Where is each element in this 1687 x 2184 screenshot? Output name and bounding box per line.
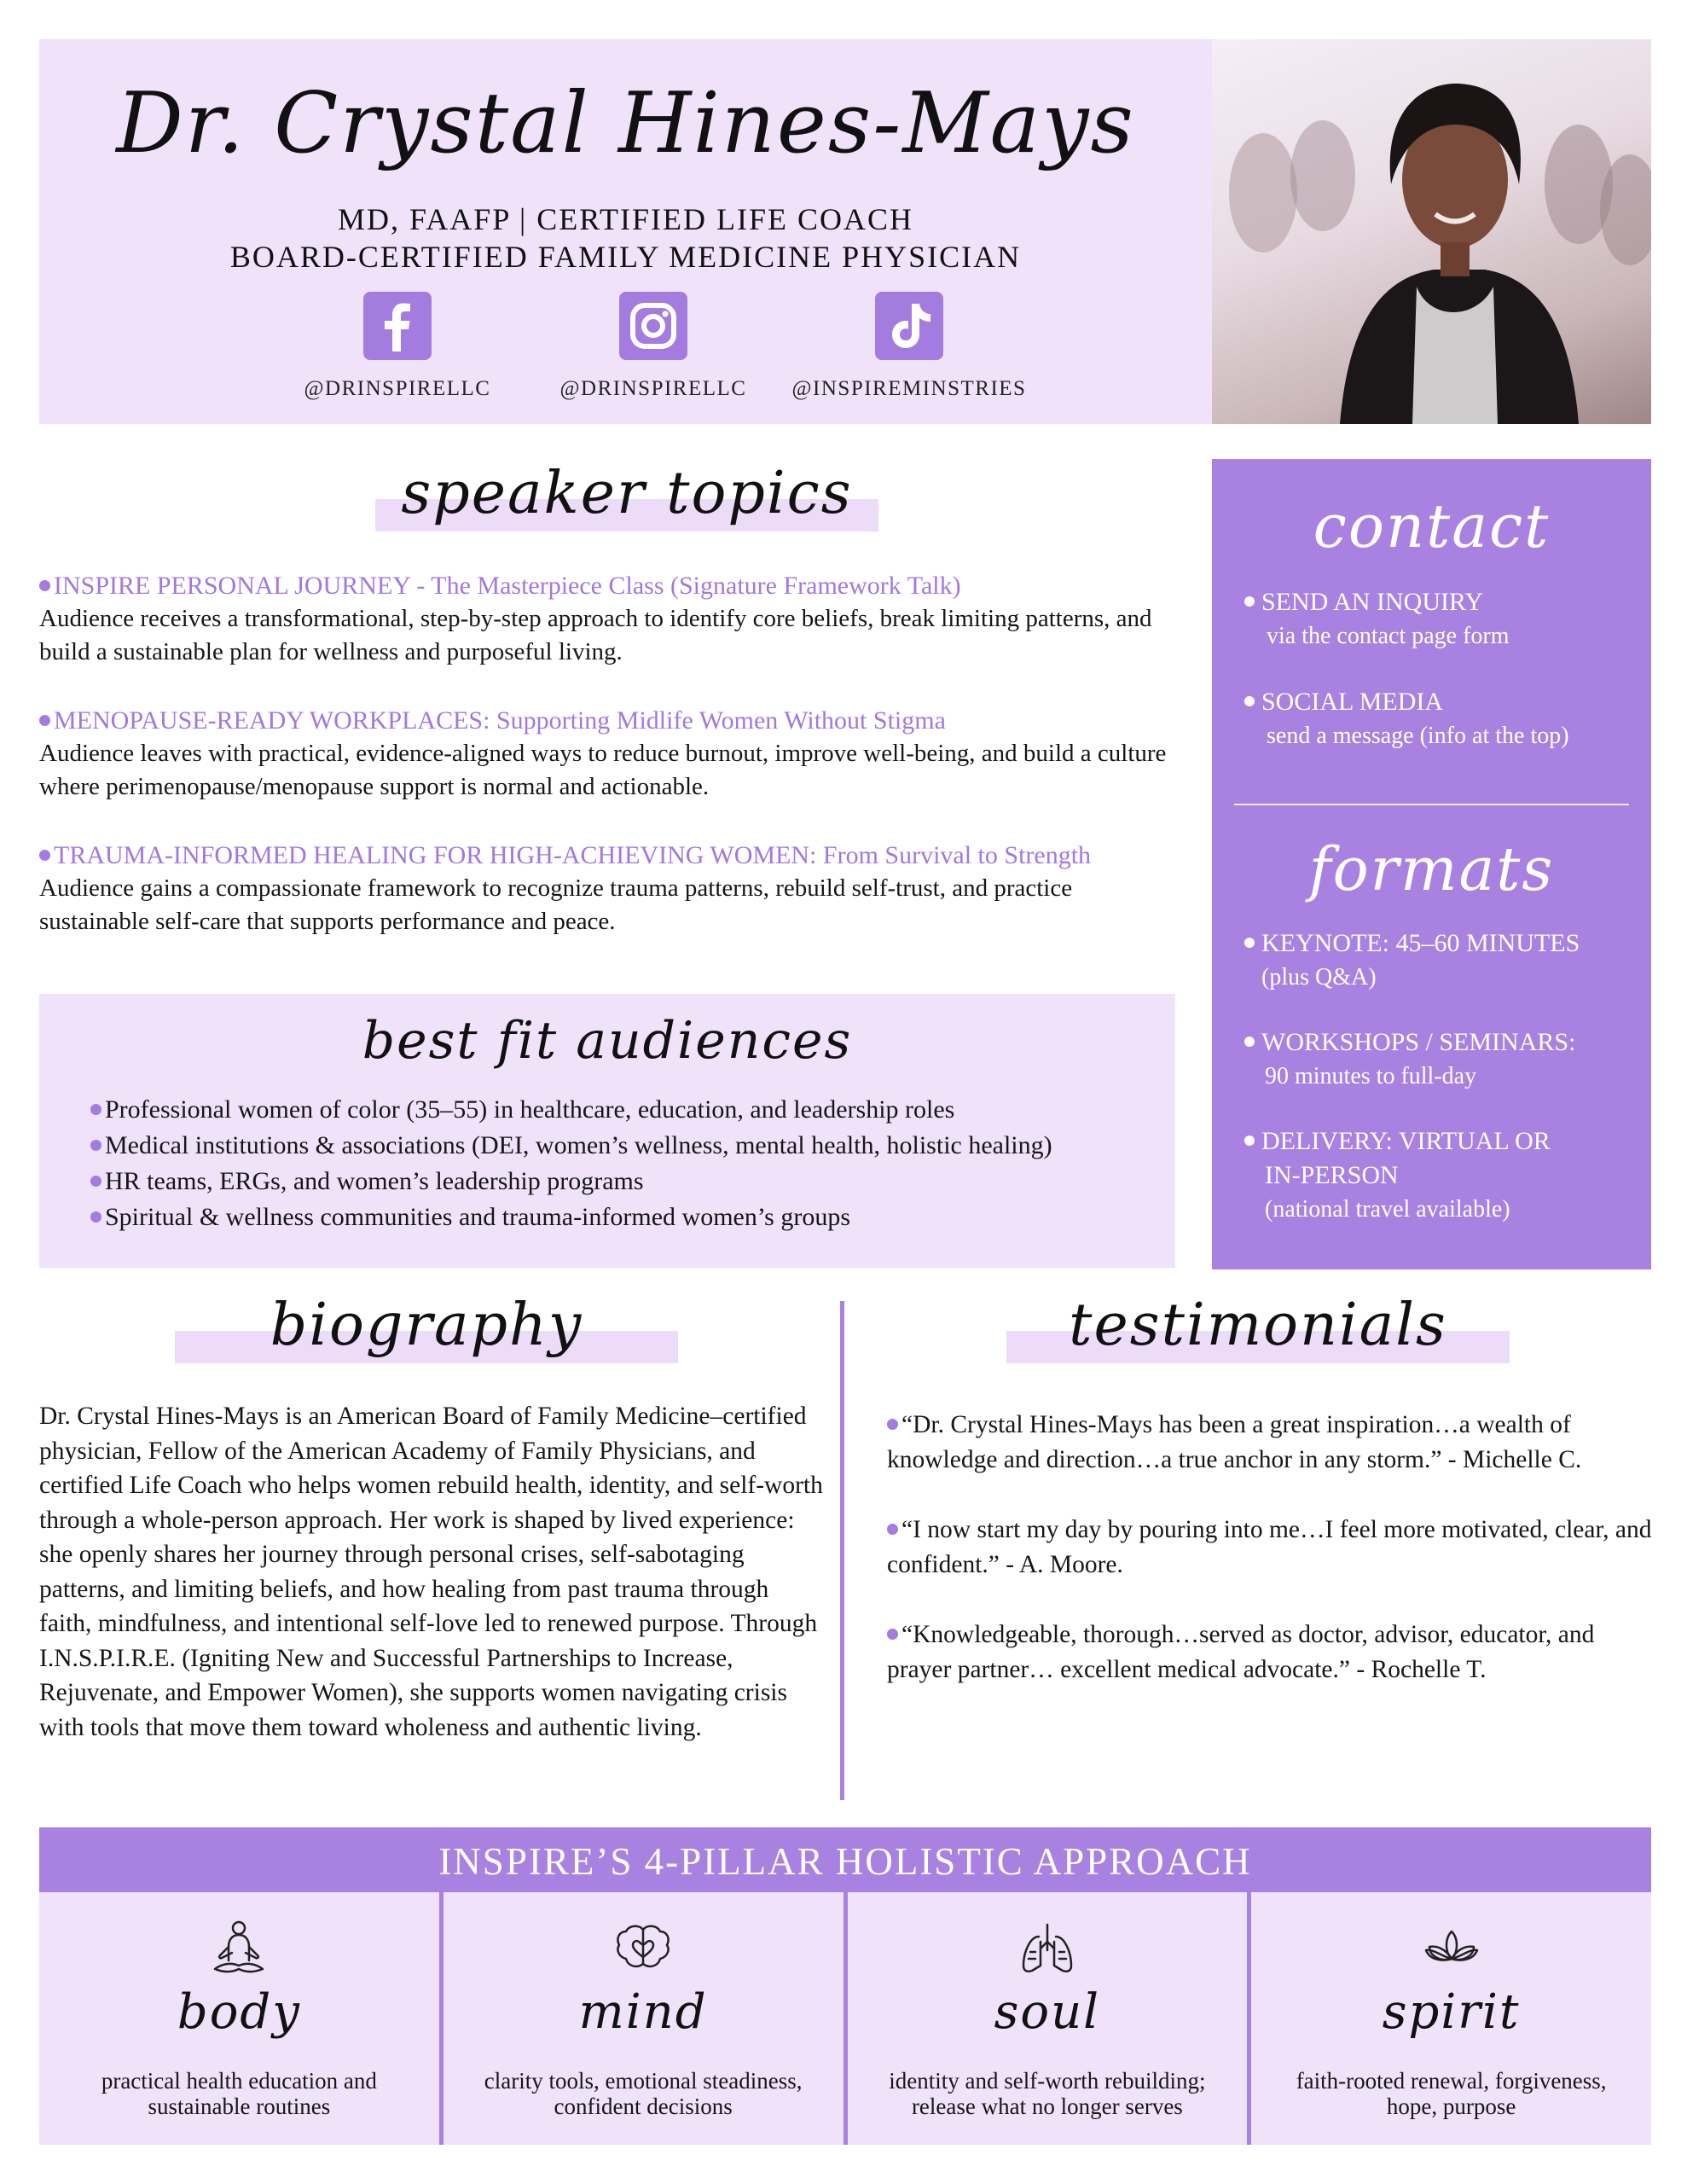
testimonial-text: “I now start my day by pouring into me…I feel more motivated, clear, and confident.” - A. Moore. (887, 1516, 1652, 1578)
biography-text: Dr. Crystal Hines-Mays is an American Board of Family Medicine–certified physician, Fellow of the American Academy of Family Physicians, and certified Life Coach who helps women rebuild health, identity, and self-worth through a whole-person approach. Her work is shaped by lived experience: she openly shares her journey through personal crises, self-sabotaging patterns, and limiting beliefs, and how healing from past trauma through faith, mindfulness, and intentional self-love led to renewed purpose. Through I.N.S.P.I.R.E. (Igniting New and Successful Partnerships to Increase, Rejuvenate, and Empower Women), she supports women navigating crisis with tools that move them toward wholeness and authentic living. (39, 1403, 823, 1741)
bullet-dot (90, 1176, 101, 1187)
facebook-icon[interactable] (363, 292, 432, 360)
pillar-name: spirit (1382, 1984, 1521, 2040)
contact-inquiry-title: SEND AN INQUIRY (1261, 588, 1484, 616)
header-banner (39, 39, 1212, 424)
speaker-topics-heading-text: speaker topics (401, 460, 853, 527)
list-item (90, 1092, 1052, 1128)
bullet-dot (90, 1211, 101, 1223)
list-item (90, 1164, 1052, 1199)
format-workshops-title-row (1244, 1025, 1575, 1060)
testimonials-heading-text: testimonials (1069, 1292, 1447, 1359)
format-workshops (1244, 1025, 1575, 1094)
column-divider (840, 1301, 844, 1800)
pillar-name: body (177, 1984, 301, 2040)
format-workshops-title: WORKSHOPS / SEMINARS: (1261, 1028, 1576, 1056)
meditation-icon (205, 1916, 273, 1984)
bullet-dot (887, 1419, 898, 1430)
bullet-dot (887, 1629, 898, 1640)
contact-social-title: SOCIAL MEDIA (1261, 688, 1444, 716)
tiktok-handle[interactable]: @INSPIREMINSTRIES (791, 377, 1027, 400)
format-keynote-title: KEYNOTE: 45–60 MINUTES (1261, 929, 1580, 957)
format-delivery (1244, 1124, 1551, 1227)
audience-text: Medical institutions & associations (DEI, women’s wellness, mental health, holistic healing) (105, 1131, 1052, 1159)
bullet-dot (90, 1140, 101, 1151)
topic-description: Audience receives a transformational, step-by-step approach to identify core beliefs, break limiting patterns, and build a sustainable plan for wellness and purposeful living. (39, 605, 1152, 665)
biography-heading (175, 1292, 678, 1365)
biography-heading-text: biography (270, 1292, 583, 1359)
pillar-mind (439, 1892, 844, 2145)
bullet-dot (1244, 938, 1255, 948)
testimonial-item (887, 1513, 1655, 1583)
pillar-description: faith-rooted renewal, forgiveness, hope, purpose (1296, 2068, 1607, 2119)
list-item (90, 1199, 1052, 1235)
best-fit-heading: best fit audiences (362, 1011, 853, 1071)
format-keynote-title-row (1244, 926, 1580, 961)
pillar-description: identity and self-worth rebuilding; release what no longer serves (889, 2068, 1206, 2119)
specialty-line: BOARD-CERTIFIED FAMILY MEDICINE PHYSICIAN (229, 240, 1022, 274)
facebook-handle[interactable]: @DRINSPIRELLC (304, 377, 491, 400)
format-delivery-title: DELIVERY: VIRTUAL OR (1261, 1127, 1551, 1155)
testimonial-text: “Dr. Crystal Hines-Mays has been a great inspiration…a wealth of knowledge and direction…a true anchor in any storm.” - Michelle C. (887, 1411, 1582, 1473)
social-facebook[interactable] (270, 292, 525, 401)
pillar-spirit (1247, 1892, 1651, 2145)
audience-text: Spiritual & wellness communities and trauma-informed women’s groups (105, 1203, 851, 1231)
format-delivery-title2: IN-PERSON (1265, 1161, 1399, 1189)
bullet-dot (1244, 1136, 1255, 1146)
tiktok-icon[interactable] (875, 292, 943, 360)
testimonial-item (887, 1408, 1655, 1478)
topic-title-row (39, 839, 1174, 872)
credentials-line: MD, FAAFP | CERTIFIED LIFE COACH (337, 202, 914, 236)
audience-text: HR teams, ERGs, and women’s leadership programs (105, 1167, 644, 1195)
format-delivery-title-row (1244, 1124, 1551, 1159)
formats-heading: formats (1308, 834, 1555, 904)
lotus-icon (1417, 1916, 1486, 1984)
contact-social-media[interactable] (1244, 685, 1569, 753)
instagram-handle[interactable]: @DRINSPIRELLC (559, 377, 747, 400)
pillars-row (39, 1892, 1651, 2145)
testimonial-item (887, 1618, 1655, 1687)
lungs-icon (1013, 1916, 1081, 1984)
speaker-topics-list (39, 570, 1174, 974)
topic-item (39, 839, 1174, 938)
instagram-icon[interactable] (619, 292, 687, 360)
topic-item (39, 570, 1174, 669)
bullet-dot (39, 580, 50, 591)
pillar-description: clarity tools, emotional steadiness, confident decisions (484, 2068, 803, 2119)
testimonial-text: “Knowledgeable, thorough…served as doctor, advisor, educator, and prayer partner… excellent medical advocate.” - Rochelle T. (887, 1621, 1595, 1683)
topic-title: TRAUMA-INFORMED HEALING FOR HIGH-ACHIEVING WOMEN: From Survival to Strength (54, 841, 1092, 869)
topic-description: Audience leaves with practical, evidence-aligned ways to reduce burnout, improve well-being, and build a culture where perimenopause/menopause support is normal and actionable. (39, 740, 1167, 800)
topic-title-row (39, 705, 1174, 737)
bullet-dot (1244, 696, 1255, 706)
pillar-banner: INSPIRE’S 4-PILLAR HOLISTIC APPROACH (39, 1827, 1651, 1892)
pillar-soul (844, 1892, 1248, 2145)
topic-title: MENOPAUSE-READY WORKPLACES: Supporting Midlife Women Without Stigma (54, 706, 946, 735)
contact-inquiry-sub: via the contact page form (1267, 623, 1510, 649)
pillar-description: practical health education and sustainable routines (101, 2068, 377, 2119)
social-tiktok[interactable] (781, 292, 1037, 401)
topic-title-row (39, 570, 1174, 602)
format-workshops-sub: 90 minutes to full-day (1265, 1063, 1477, 1089)
topic-item (39, 705, 1174, 804)
topic-title: INSPIRE PERSONAL JOURNEY - The Masterpiece Class (Signature Framework Talk) (54, 572, 961, 600)
bullet-dot (90, 1104, 101, 1115)
bullet-dot (39, 850, 50, 861)
testimonials-list (887, 1408, 1655, 1722)
format-keynote (1244, 926, 1580, 995)
brain-heart-icon (609, 1916, 677, 1984)
bullet-dot (887, 1524, 898, 1535)
bullet-dot (1244, 596, 1255, 607)
contact-social-sub: send a message (info at the top) (1267, 723, 1569, 749)
format-delivery-sub: (national travel available) (1265, 1196, 1510, 1223)
pillar-body (39, 1892, 439, 2145)
format-keynote-sub: (plus Q&A) (1261, 964, 1377, 990)
audience-text: Professional women of color (35–55) in healthcare, education, and leadership roles (105, 1095, 955, 1124)
contact-inquiry-title-row (1244, 585, 1510, 619)
sidebar-divider (1234, 804, 1629, 805)
testimonials-heading (1006, 1292, 1510, 1365)
contact-heading: contact (1313, 491, 1551, 561)
contact-social-title-row (1244, 685, 1569, 719)
contact-inquiry[interactable] (1244, 585, 1510, 653)
list-item (90, 1128, 1052, 1164)
topic-description: Audience gains a compassionate framework to recognize trauma patterns, rebuild self-trust, and practice sustainable self-care that supports performance and peace. (39, 874, 1073, 935)
pillar-name: mind (578, 1984, 708, 2040)
bullet-dot (1244, 1037, 1255, 1047)
speaker-topics-heading (375, 460, 878, 533)
pillar-name: soul (994, 1984, 1101, 2040)
speaker-name: Dr. Crystal Hines-Mays (116, 75, 1135, 172)
speaker-photo (1212, 39, 1651, 424)
contact-formats-sidebar (1212, 459, 1651, 1269)
bullet-dot (39, 715, 50, 726)
best-fit-audiences-panel (39, 994, 1175, 1268)
social-instagram[interactable] (525, 292, 781, 401)
audience-list (90, 1092, 1052, 1235)
